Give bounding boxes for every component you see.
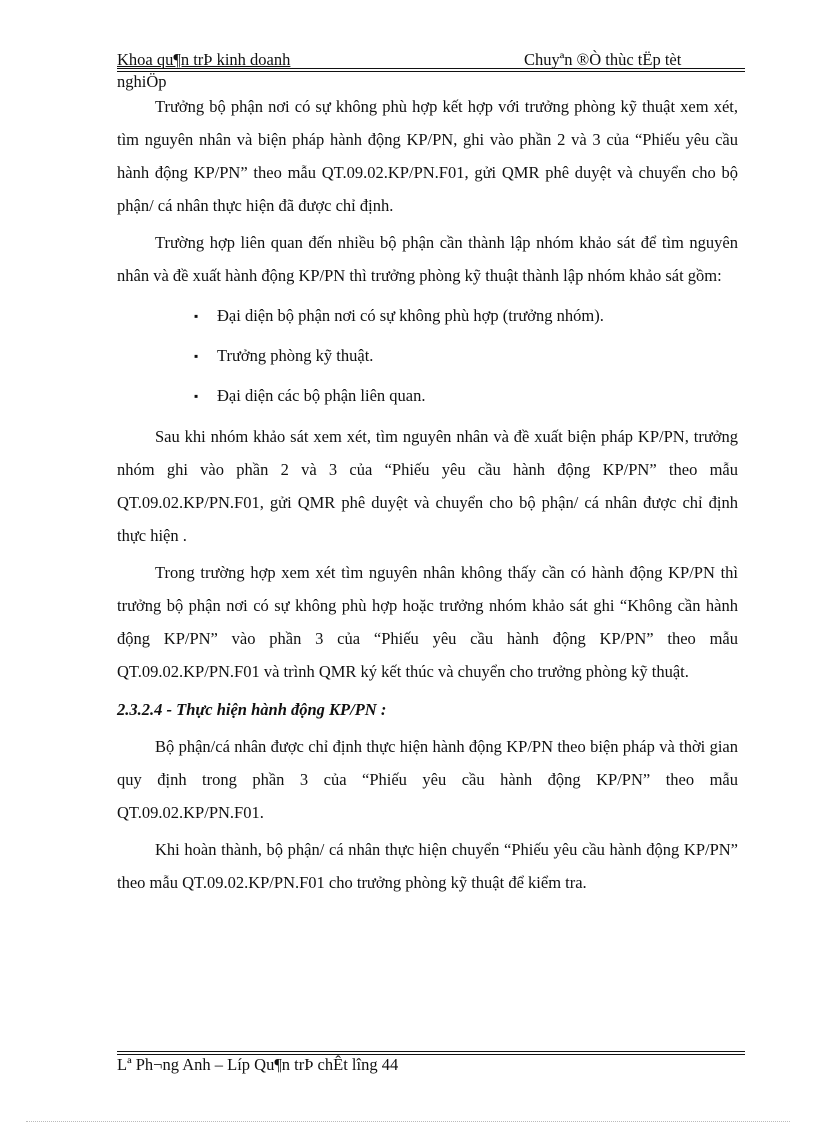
paragraph-2: Trường hợp liên quan đến nhiều bộ phận cần thành lập nhóm khảo sát để tìm nguyên nhân và đề xuất hành động KP/PN thì trưởng phòng kỹ thuật thành lập nhóm khảo sát gồm: (117, 233, 738, 285)
section-heading: 2.3.2.4 - Thực hiện hành động KP/PN : (117, 700, 387, 719)
page-edge-dotted-line (26, 1121, 790, 1122)
header-rule-bottom (117, 71, 745, 72)
paragraph-5: Bộ phận/cá nhân được chỉ định thực hiện hành động KP/PN theo biện pháp và thời gian quy định trong phần 3 của “Phiếu yêu cầu hành động KP/PN” theo mẫu QT.09.02.KP/PN.F01. (117, 737, 738, 822)
document-body (117, 90, 738, 899)
paragraph-4: Trong trường hợp xem xét tìm nguyên nhân không thấy cần có hành động KP/PN thì trưởng bộ phận nơi có sự không phù hợp hoặc trưởng nhóm khảo sát ghi “Không cần hành động KP/PN” vào phần 3 của “Phiếu yêu cầu hành động KP/PN” theo mẫu QT.09.02.KP/PN.F01 và trình QMR ký kết thúc và chuyển cho trưởng phòng kỹ thuật. (117, 563, 738, 681)
footer-rule-top (117, 1051, 745, 1052)
square-bullet-icon: ▪ (194, 349, 199, 363)
square-bullet-icon: ▪ (194, 309, 199, 323)
paragraph-6: Khi hoàn thành, bộ phận/ cá nhân thực hiện chuyển “Phiếu yêu cầu hành động KP/PN” theo mẫu QT.09.02.KP/PN.F01 cho trưởng phòng kỹ thuật để kiểm tra. (117, 840, 738, 892)
square-bullet-icon: ▪ (194, 389, 199, 403)
header-rule-top (117, 68, 745, 69)
paragraph-1: Trưởng bộ phận nơi có sự không phù hợp kết hợp với trưởng phòng kỹ thuật xem xét, tìm nguyên nhân và biện pháp hành động KP/PN, ghi vào phần 2 và 3 của “Phiếu yêu cầu hành động KP/PN” theo mẫu QT.09.02.KP/PN.F01, gửi QMR phê duyệt và chuyển cho bộ phận/ cá nhân thực hiện đã được chỉ định. (117, 97, 738, 215)
list-item: ▪ Trưởng phòng kỹ thuật. (194, 336, 738, 376)
header-faculty: Khoa qu¶n trÞ kinh doanh (117, 50, 291, 69)
header-title-continuation: nghiÖp (117, 72, 167, 91)
list-item: ▪ Đại diện các bộ phận liên quan. (194, 376, 738, 416)
bullet-list (117, 296, 738, 416)
list-item: ▪ Đại diện bộ phận nơi có sự không phù hợp (trưởng nhóm). (194, 296, 738, 336)
header-title: Chuyªn ®Ò thùc tËp tèt (524, 50, 682, 69)
page-footer: Lª Ph¬ng Anh – Líp Qu¶n trÞ chÊt lîng 44 (117, 1055, 399, 1074)
paragraph-3: Sau khi nhóm khảo sát xem xét, tìm nguyên nhân và đề xuất biện pháp KP/PN, trưởng nhóm ghi vào phần 2 và 3 của “Phiếu yêu cầu hành động KP/PN” theo mẫu QT.09.02.KP/PN.F01, gửi QMR phê duyệt và chuyển cho bộ phận/ cá nhân được chỉ định thực hiện . (117, 427, 738, 545)
